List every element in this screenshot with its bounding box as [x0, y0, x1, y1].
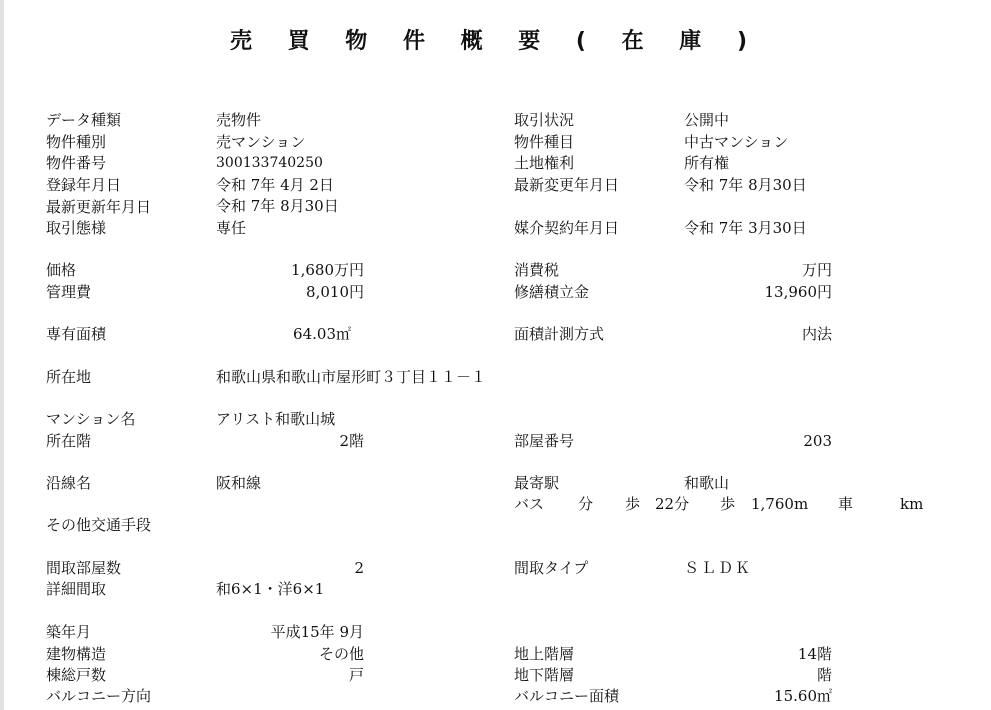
balcony-direction-label: バルコニー方向: [46, 687, 152, 705]
floors-below-value: 階: [816, 666, 832, 684]
last-changed-label: 最新変更年月日: [514, 176, 620, 194]
consumption-tax-value: 万円: [801, 261, 832, 279]
land-right-label: 土地権利: [514, 154, 575, 172]
page-left-edge: [0, 0, 4, 710]
bus-minutes-unit: 分: [578, 495, 594, 513]
contract-date-value: 令和 7年 3月30日: [684, 219, 807, 237]
trade-status-value: 公開中: [684, 111, 730, 129]
land-right-value: 所有権: [684, 154, 730, 172]
mansion-name-label: マンション名: [46, 410, 136, 428]
last-updated-value: 令和 7年 8月30日: [216, 197, 339, 215]
floor-value: 2階: [339, 432, 364, 450]
built-value: 平成15年 9月: [270, 623, 364, 641]
price-label: 価格: [46, 261, 77, 279]
floor-area-value: 64.03㎡: [293, 325, 351, 343]
built-label: 築年月: [46, 623, 92, 641]
layout-detail-value: 和6×1・洋6×1: [216, 580, 325, 598]
floors-above-label: 地上階層: [514, 645, 575, 663]
area-method-label: 面積計測方式: [514, 325, 605, 343]
total-units-label: 棟総戸数: [46, 666, 107, 684]
nearest-station-value: 和歌山: [684, 474, 730, 492]
address-label: 所在地: [46, 368, 92, 386]
last-changed-value: 令和 7年 8月30日: [684, 176, 807, 194]
registered-date-label: 登録年月日: [46, 176, 122, 194]
price-value: 1,680万円: [291, 261, 364, 279]
floor-label: 所在階: [46, 432, 92, 450]
car-label: 車: [838, 495, 854, 513]
property-item-label: 物件種目: [514, 133, 575, 151]
total-units-value: 戸: [348, 666, 364, 684]
balcony-area-value: 15.60㎡: [774, 687, 832, 705]
room-count-label: 間取部屋数: [46, 559, 122, 577]
registered-date-value: 令和 7年 4月 2日: [216, 176, 334, 194]
walk-label-2: 歩: [720, 495, 736, 513]
data-type-value: 売物件: [216, 111, 262, 129]
data-type-label: データ種類: [46, 111, 122, 129]
other-transport-label: その他交通手段: [46, 516, 152, 534]
bus-label: バス: [514, 495, 545, 513]
repair-reserve-value: 13,960円: [764, 283, 832, 301]
walk-distance: 1,760m: [751, 495, 809, 513]
walk-minutes: 22分: [655, 495, 690, 513]
contract-date-label: 媒介契約年月日: [514, 219, 620, 237]
walk-label-1: 歩: [625, 495, 641, 513]
trade-status-label: 取引状況: [514, 111, 575, 129]
layout-detail-label: 詳細間取: [46, 580, 107, 598]
property-number-label: 物件番号: [46, 154, 107, 172]
page-title: 売 買 物 件 概 要 ( 在 庫 ): [229, 29, 762, 54]
nearest-station-label: 最寄駅: [514, 474, 560, 492]
structure-label: 建物構造: [46, 645, 107, 663]
line-name-label: 沿線名: [46, 474, 92, 492]
floors-above-value: 14階: [797, 645, 832, 663]
property-kind-value: 売マンション: [216, 133, 306, 151]
floor-area-label: 専有面積: [46, 325, 107, 343]
last-updated-label: 最新更新年月日: [46, 198, 152, 216]
floors-below-label: 地下階層: [514, 666, 575, 684]
trade-mode-label: 取引態様: [46, 219, 107, 237]
consumption-tax-label: 消費税: [514, 261, 560, 279]
layout-type-label: 間取タイプ: [514, 559, 589, 577]
mansion-name-value: アリスト和歌山城: [216, 410, 336, 428]
area-method-value: 内法: [801, 325, 832, 343]
layout-type-value: ＳＬＤＫ: [684, 559, 753, 577]
structure-value: その他: [318, 645, 364, 663]
management-fee-value: 8,010円: [306, 283, 364, 301]
address-value: 和歌山県和歌山市屋形町３丁目１１－１: [216, 368, 487, 386]
management-fee-label: 管理費: [46, 283, 92, 301]
property-number-value: 300133740250: [216, 155, 323, 171]
property-kind-label: 物件種別: [46, 133, 107, 151]
room-count-value: 2: [354, 559, 364, 577]
balcony-area-label: バルコニー面積: [514, 687, 620, 705]
line-name-value: 阪和線: [216, 474, 262, 492]
property-item-value: 中古マンション: [684, 133, 789, 151]
room-number-label: 部屋番号: [514, 432, 575, 450]
repair-reserve-label: 修繕積立金: [514, 283, 590, 301]
room-number-value: 203: [803, 432, 832, 450]
trade-mode-value: 専任: [216, 219, 247, 237]
car-unit: km: [900, 495, 924, 513]
